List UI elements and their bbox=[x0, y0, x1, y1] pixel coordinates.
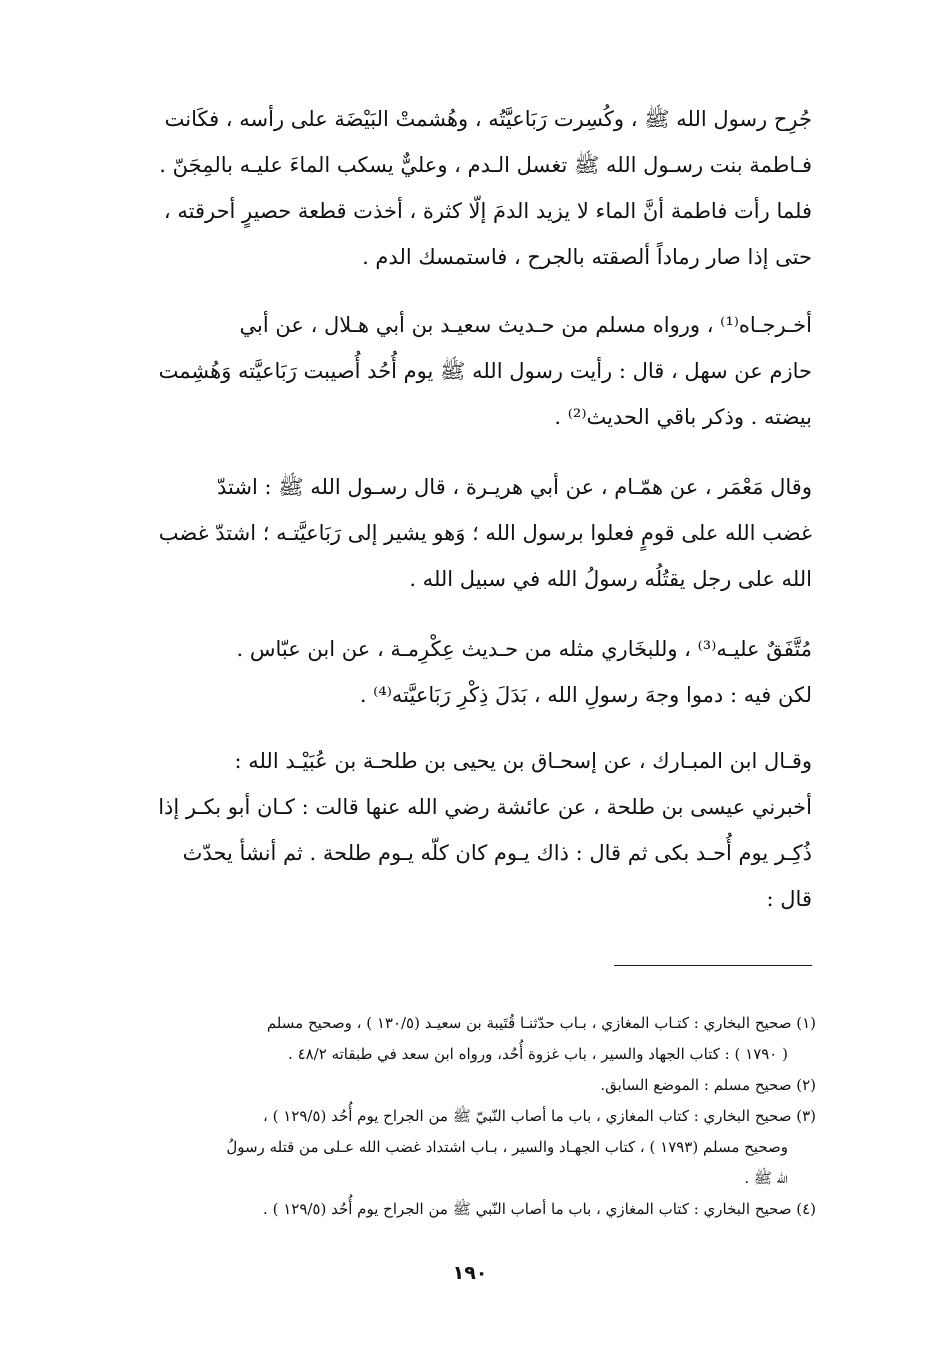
paragraph-2 bbox=[108, 302, 812, 440]
text-line: لكن فيه : دموا وجهَ رسولِ الله ، بَدَلَ ذِكْرِ رَبَاعيَّته⁽⁴⁾ . bbox=[359, 683, 812, 707]
paragraph-gap bbox=[108, 280, 812, 302]
paragraph-1 bbox=[108, 96, 812, 280]
text-line: بيضته . وذكر باقي الحديث⁽²⁾ . bbox=[554, 405, 812, 429]
text-line: فلما رأت فاطمة أنَّ الماء لا يزيد الدمَ إلّا كثرة ، أخذت قطعة حصيرٍ أحرقته ، bbox=[163, 199, 812, 223]
page-number: ١٩٠ bbox=[452, 1262, 488, 1284]
text-line: حازم عن سهل ، قال : رأيت رسول الله ﷺ يوم أُحُد أُصيبت رَبَاعيَّته وَهُشِمت bbox=[158, 359, 812, 383]
text-line: قال : bbox=[766, 887, 812, 911]
footnote-divider bbox=[614, 965, 812, 966]
paragraph-4 bbox=[108, 626, 812, 718]
footnote-line: (٣) صحيح البخاري : كتاب المغازي ، باب ما أصاب النّبيّ ﷺ من الجراح يوم أُحُد (١٢٩/٥ ) ، bbox=[262, 1107, 816, 1125]
text-line: ذُكِـر يوم أُحـد بكى ثم قال : ذاك يـوم كان كلّه يـوم طلحة . ثم أنشأ يحدّث bbox=[182, 841, 812, 865]
text-line: أخـرجـاه⁽¹⁾ ، ورواه مسلم من حـديث سعيـد بن أبي هـلال ، عن أبي bbox=[239, 313, 812, 337]
footnote-4 bbox=[108, 1194, 816, 1225]
text-line: فـاطمة بنت رسـول الله ﷺ تغسل الـدم ، وعليٌّ يسكب الماءَ عليـه بالمِجَنّ . bbox=[159, 153, 812, 177]
text-line: وقـال ابن المبـارك ، عن إسحـاق بن يحيى بن طلحـة بن عُبَيْـد الله : bbox=[234, 749, 812, 773]
text-line: مُتَّفَقٌ عليـه⁽³⁾ ، وللبخَاري مثله من حـديث عِكْرِمـة ، عن ابن عبّاس . bbox=[236, 637, 812, 661]
text-line: الله على رجل يقتُلُه رسولُ الله في سبيل الله . bbox=[409, 567, 812, 591]
footnote-line: (٢) صحيح مسلم : الموضع السابق. bbox=[600, 1076, 816, 1094]
text-line: جُرِح رسول الله ﷺ ، وكُسِرت رَبَاعيَّتُه ، وهُشمتْ البَيْضَة على رأسه ، فكَانت bbox=[164, 107, 812, 131]
footnote-line: (٤) صحيح البخاري : كتاب المغازي ، باب ما أصاب النّبي ﷺ من الجراح يوم أُحُد (١٢٩/٥ ) . bbox=[263, 1200, 816, 1218]
footnote-2 bbox=[108, 1070, 816, 1101]
paragraph-gap bbox=[108, 602, 812, 626]
text-line: أخبرني عيسى بن طلحة ، عن عائشة رضي الله عنها قالت : كـان أبو بكـر إذا bbox=[158, 795, 812, 819]
paragraph-gap bbox=[108, 718, 812, 738]
paragraph-gap bbox=[108, 440, 812, 464]
paragraph-3 bbox=[108, 464, 812, 602]
footnote-line: الله ﷺ . bbox=[744, 1169, 788, 1187]
footnote-line: وصحيح مسلم (١٧٩٣ ) ، كتاب الجهـاد والسير ، بـاب اشتداد غضب الله عـلى من قتله رسولُ bbox=[226, 1138, 788, 1156]
text-line: غضب الله على قومٍ فعلوا برسول الله ؛ وَهو يشير إلى رَبَاعيَّتـه ؛ اشتدّ غضب bbox=[158, 521, 812, 545]
footnote-line: ( ١٧٩٠ ) : كتاب الجهاد والسير ، باب غزوة أُحُد، ورواه ابن سعد في طبقاته ٤٨/٢ . bbox=[288, 1045, 788, 1063]
footnote-1 bbox=[108, 1008, 816, 1070]
footnote-line: (١) صحيح البخاري : كتـاب المغازي ، بـاب حدّثنـا قُتَيبة بن سعيـد (١٣٠/٥ ) ، وصحيح مسلم bbox=[266, 1014, 816, 1032]
main-text bbox=[108, 96, 812, 922]
text-line: حتى إذا صار رماداً ألصقته بالجرح ، فاستمسك الدم . bbox=[362, 245, 812, 269]
text-line: وقال مَعْمَر ، عن همّـام ، عن أبي هريـرة ، قال رسـول الله ﷺ : اشتدّ bbox=[216, 475, 812, 499]
paragraph-5 bbox=[108, 738, 812, 922]
footnote-3 bbox=[108, 1101, 816, 1194]
footnotes bbox=[108, 1008, 816, 1225]
